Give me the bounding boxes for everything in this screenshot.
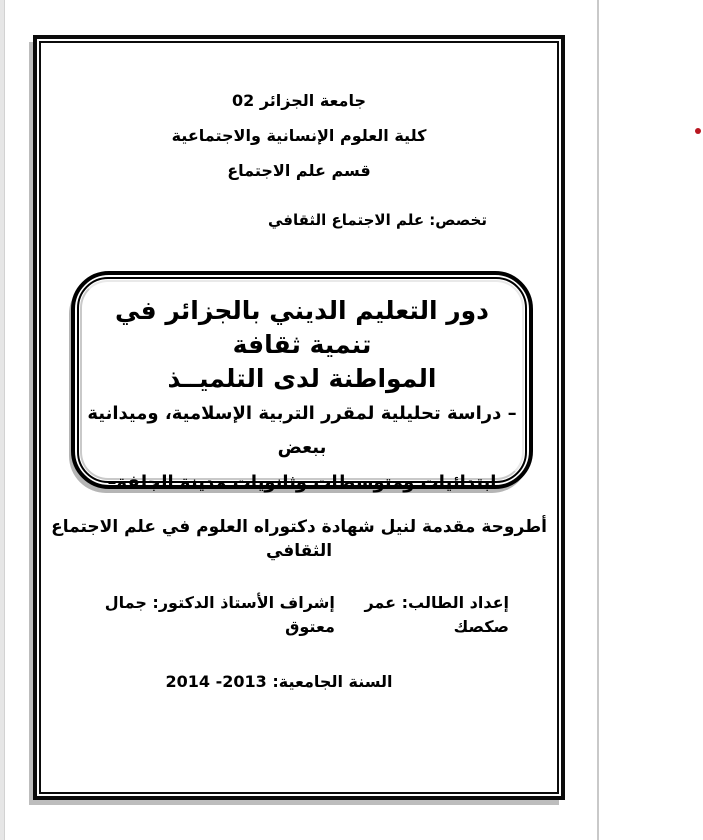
institution-header [41,83,557,188]
supervisor-line: إشراف الأستاذ الدكتور: جمال معتوق [104,593,335,636]
thesis-subtitle-line-1: – دراسة تحليلية لمقرر التربية الإسلامية، وميدانية ببعض [87,403,517,458]
title-box-inner-border [77,277,527,493]
specialization-line: تخصص: علم الاجتماع الثقافي [268,211,487,229]
title-box [71,271,533,493]
page-border-frame [33,35,565,800]
title-box-content [80,280,524,493]
thesis-title-line-1: دور التعليم الديني بالجزائر في تنمية ثقافة [114,296,490,359]
thesis-statement: أطروحة مقدمة لنيل شهادة دكتوراه العلوم في علم الاجتماع الثقافي [51,517,547,561]
university-name: جامعة الجزائر 02 [231,91,366,110]
author-line: إعداد الطالب: عمر صكصك [364,593,509,636]
thesis-title-line-2: المواطنة لدى التلميــذ [167,364,437,393]
page-content-area [39,41,559,794]
faculty-name: كلية العلوم الإنسانية والاجتماعية [171,126,427,145]
author-supervisor-row [41,591,557,639]
department-name: قسم علم الاجتماع [227,161,371,180]
red-marker-dot [695,128,701,134]
page-boundary-line [597,0,599,840]
viewer-left-edge-strip [0,0,5,840]
thesis-subtitle-line-2: ابتدائيات ومتوسطات وثانويات مدينة الجلفة– [107,472,497,493]
academic-year-line: السنة الجامعية: 2013- 2014 [165,672,393,691]
